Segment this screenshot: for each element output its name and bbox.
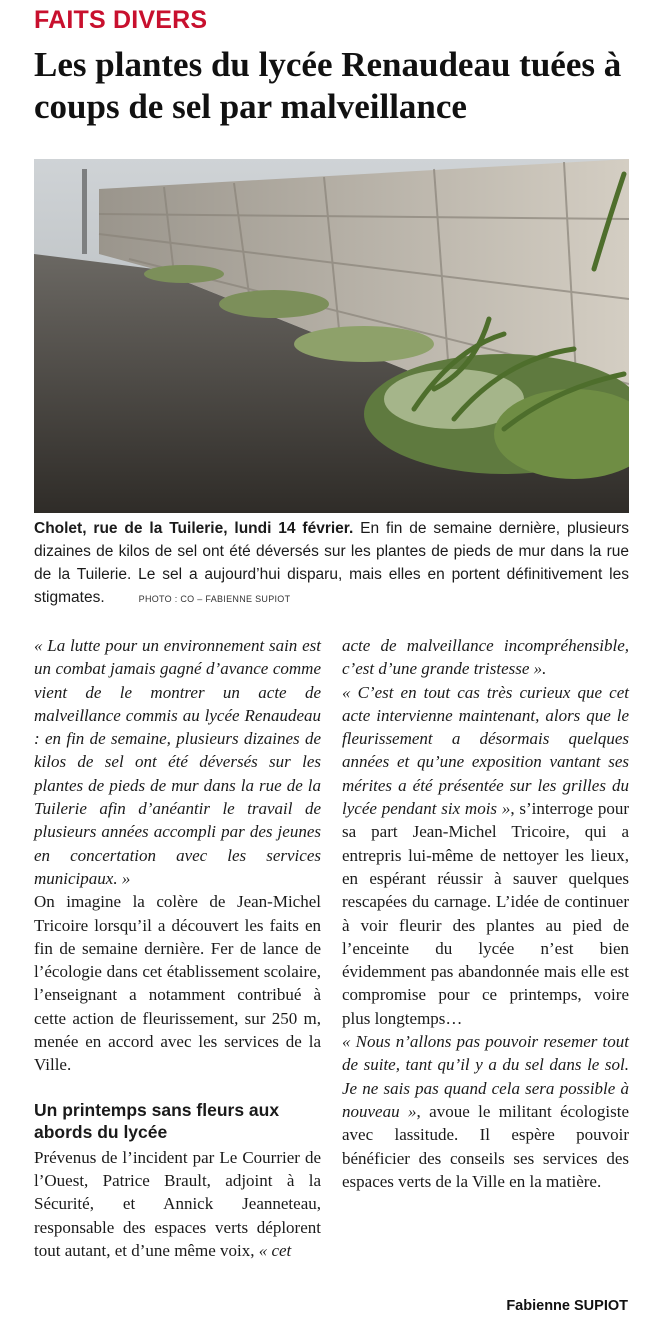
article-paragraph: « La lutte pour un environnement sain est un combat jamais gagné d’avance comme vient de le montrer un acte de malveillance commis au lycée Renaudeau : en fin de semaine, plusieurs dizaines de kilos de sel ont été déversés sur les plantes de pieds de mur dans la rue de la Tuilerie afin d’anéantir le travail de plusieurs années accompli par des jeunes en concertation avec les services municipaux. » bbox=[34, 636, 321, 888]
article-headline: Les plantes du lycée Renaudeau tuées à coups de sel par malveillance bbox=[34, 45, 622, 126]
article-photo bbox=[34, 159, 629, 513]
paragraph-text: Prévenus de l’incident par Le Courrier de l’Ouest, Patrice Brault, adjoint à la Sécurité, et Annick Jeanneteau, responsable des espaces verts déplorent tout autant, et d’une même voix, bbox=[34, 1147, 321, 1260]
article-paragraph bbox=[34, 1146, 321, 1262]
caption-lead: Cholet, rue de la Tuilerie, lundi 14 février. bbox=[34, 520, 354, 537]
author-signature: Fabienne SUPIOT bbox=[506, 1298, 628, 1314]
article-paragraph: acte de malveillance incompréhensible, c’est d’une grande tristesse ». bbox=[342, 636, 629, 679]
article-column-left bbox=[34, 634, 321, 1262]
photo-credit: PHOTO : CO – FABIENNE SUPIOT bbox=[138, 594, 291, 604]
article-column-right bbox=[342, 634, 629, 1193]
article-paragraph bbox=[342, 681, 629, 1030]
paragraph-quote: « Nous n’allons pas pouvoir resemer tout de suite, tant qu’il y a du sel dans le sol. Je ne sais pas quand cela sera possible à nouveau » bbox=[342, 1032, 629, 1121]
paragraph-quote: « C’est en tout cas très curieux que cet acte intervienne maintenant, alors que le fleurissement a désormais quelques années et qu’une exposition vantant ses mérites a été présentée sur les grilles du lycée pendant six mois » bbox=[342, 682, 629, 819]
article-subheading: Un printemps sans fleurs aux abords du lycée bbox=[34, 1099, 280, 1142]
photo-caption bbox=[34, 517, 629, 611]
paragraph-text: , avoue le militant écologiste avec lassitude. Il espère pouvoir bénéficier des conseils ses services des espaces verts de la Ville en la matière. bbox=[342, 1101, 630, 1191]
paragraph-quote: « cet bbox=[258, 1240, 292, 1260]
article-paragraph: On imagine la colère de Jean-Michel Tricoire lorsqu’il a découvert les faits en fin de semaine dernière. Fer de lance de l’écologie dans cet établissement scolaire, l’enseignant a notamment contribué à cette action de fleurissement, sur 250 m, menée en accord avec les services de la Ville. bbox=[34, 892, 321, 1075]
paragraph-text: , s’interroge pour sa part Jean-Michel Tricoire, qui a entrepris lui-même de nettoyer les lieux, en espérant réussir à sauver quelques rescapées du carnage. L’idée de continuer à voir fleurir des plantes au pied de l’enceinte du lycée n’est bien évidemment pas abandonnée mais elle est compromise pour ce printemps, voire plus longtemps… bbox=[342, 799, 629, 1028]
section-rubric: FAITS DIVERS bbox=[34, 6, 208, 34]
article-paragraph bbox=[342, 1030, 629, 1193]
caption-text: En fin de semaine dernière, plusieurs dizaines de kilos de sel ont été déversés sur les plantes de pieds de mur dans la rue de la Tuilerie. Le sel a aujourd’hui disparu, mais elles en portent définitivement les stigmates. bbox=[34, 520, 629, 606]
